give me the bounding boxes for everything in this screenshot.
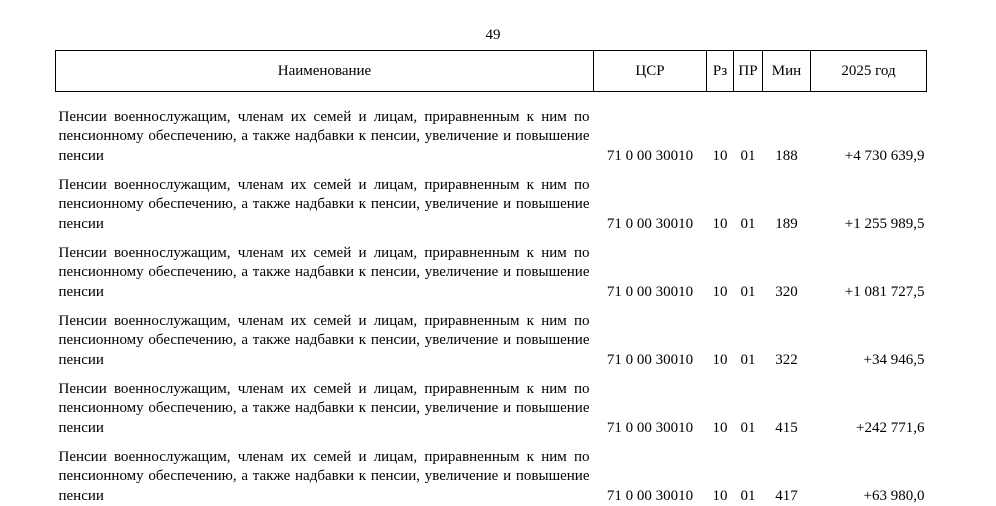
budget-table bbox=[55, 50, 927, 506]
table-row bbox=[56, 370, 927, 438]
row-min: 322 bbox=[763, 302, 811, 370]
row-min: 415 bbox=[763, 370, 811, 438]
row-pr: 01 bbox=[734, 166, 763, 234]
row-amount: +34 946,5 bbox=[811, 302, 927, 370]
row-amount: +1 255 989,5 bbox=[811, 166, 927, 234]
header-name: Наименование bbox=[56, 51, 594, 92]
row-rz: 10 bbox=[707, 166, 734, 234]
table-row bbox=[56, 92, 927, 167]
row-csr: 71 0 00 30010 bbox=[594, 92, 707, 167]
header-year: 2025 год bbox=[811, 51, 927, 92]
table-row bbox=[56, 302, 927, 370]
row-pr: 01 bbox=[734, 234, 763, 302]
row-pr: 01 bbox=[734, 302, 763, 370]
row-csr: 71 0 00 30010 bbox=[594, 370, 707, 438]
row-rz: 10 bbox=[707, 92, 734, 167]
row-name: Пенсии военнослужащим, членам их семей и лицам, приравненным к ним по пенсионному обеспечению, а также надбавки к пенсии, увеличение и повышение пенсии bbox=[56, 92, 594, 167]
row-min: 320 bbox=[763, 234, 811, 302]
header-row bbox=[56, 51, 927, 92]
row-min: 188 bbox=[763, 92, 811, 167]
table-row bbox=[56, 234, 927, 302]
row-name: Пенсии военнослужащим, членам их семей и лицам, приравненным к ним по пенсионному обеспечению, а также надбавки к пенсии, увеличение и повышение пенсии bbox=[56, 370, 594, 438]
row-rz: 10 bbox=[707, 438, 734, 506]
row-amount: +242 771,6 bbox=[811, 370, 927, 438]
row-csr: 71 0 00 30010 bbox=[594, 166, 707, 234]
row-rz: 10 bbox=[707, 302, 734, 370]
row-min: 417 bbox=[763, 438, 811, 506]
table-body bbox=[56, 92, 927, 506]
header-rz: Рз bbox=[707, 51, 734, 92]
row-pr: 01 bbox=[734, 438, 763, 506]
row-amount: +4 730 639,9 bbox=[811, 92, 927, 167]
header-min: Мин bbox=[763, 51, 811, 92]
row-csr: 71 0 00 30010 bbox=[594, 438, 707, 506]
row-pr: 01 bbox=[734, 92, 763, 167]
row-name: Пенсии военнослужащим, членам их семей и лицам, приравненным к ним по пенсионному обеспечению, а также надбавки к пенсии, увеличение и повышение пенсии bbox=[56, 234, 594, 302]
row-amount: +63 980,0 bbox=[811, 438, 927, 506]
header-pr: ПР bbox=[734, 51, 763, 92]
table-row bbox=[56, 166, 927, 234]
row-rz: 10 bbox=[707, 370, 734, 438]
table-row bbox=[56, 438, 927, 506]
row-min: 189 bbox=[763, 166, 811, 234]
header-csr: ЦСР bbox=[594, 51, 707, 92]
table-header bbox=[56, 51, 927, 92]
row-name: Пенсии военнослужащим, членам их семей и лицам, приравненным к ним по пенсионному обеспечению, а также надбавки к пенсии, увеличение и повышение пенсии bbox=[56, 438, 594, 506]
row-name: Пенсии военнослужащим, членам их семей и лицам, приравненным к ним по пенсионному обеспечению, а также надбавки к пенсии, увеличение и повышение пенсии bbox=[56, 302, 594, 370]
row-csr: 71 0 00 30010 bbox=[594, 302, 707, 370]
row-csr: 71 0 00 30010 bbox=[594, 234, 707, 302]
page-number: 49 bbox=[0, 27, 986, 44]
row-name: Пенсии военнослужащим, членам их семей и лицам, приравненным к ним по пенсионному обеспечению, а также надбавки к пенсии, увеличение и повышение пенсии bbox=[56, 166, 594, 234]
row-amount: +1 081 727,5 bbox=[811, 234, 927, 302]
row-rz: 10 bbox=[707, 234, 734, 302]
row-pr: 01 bbox=[734, 370, 763, 438]
